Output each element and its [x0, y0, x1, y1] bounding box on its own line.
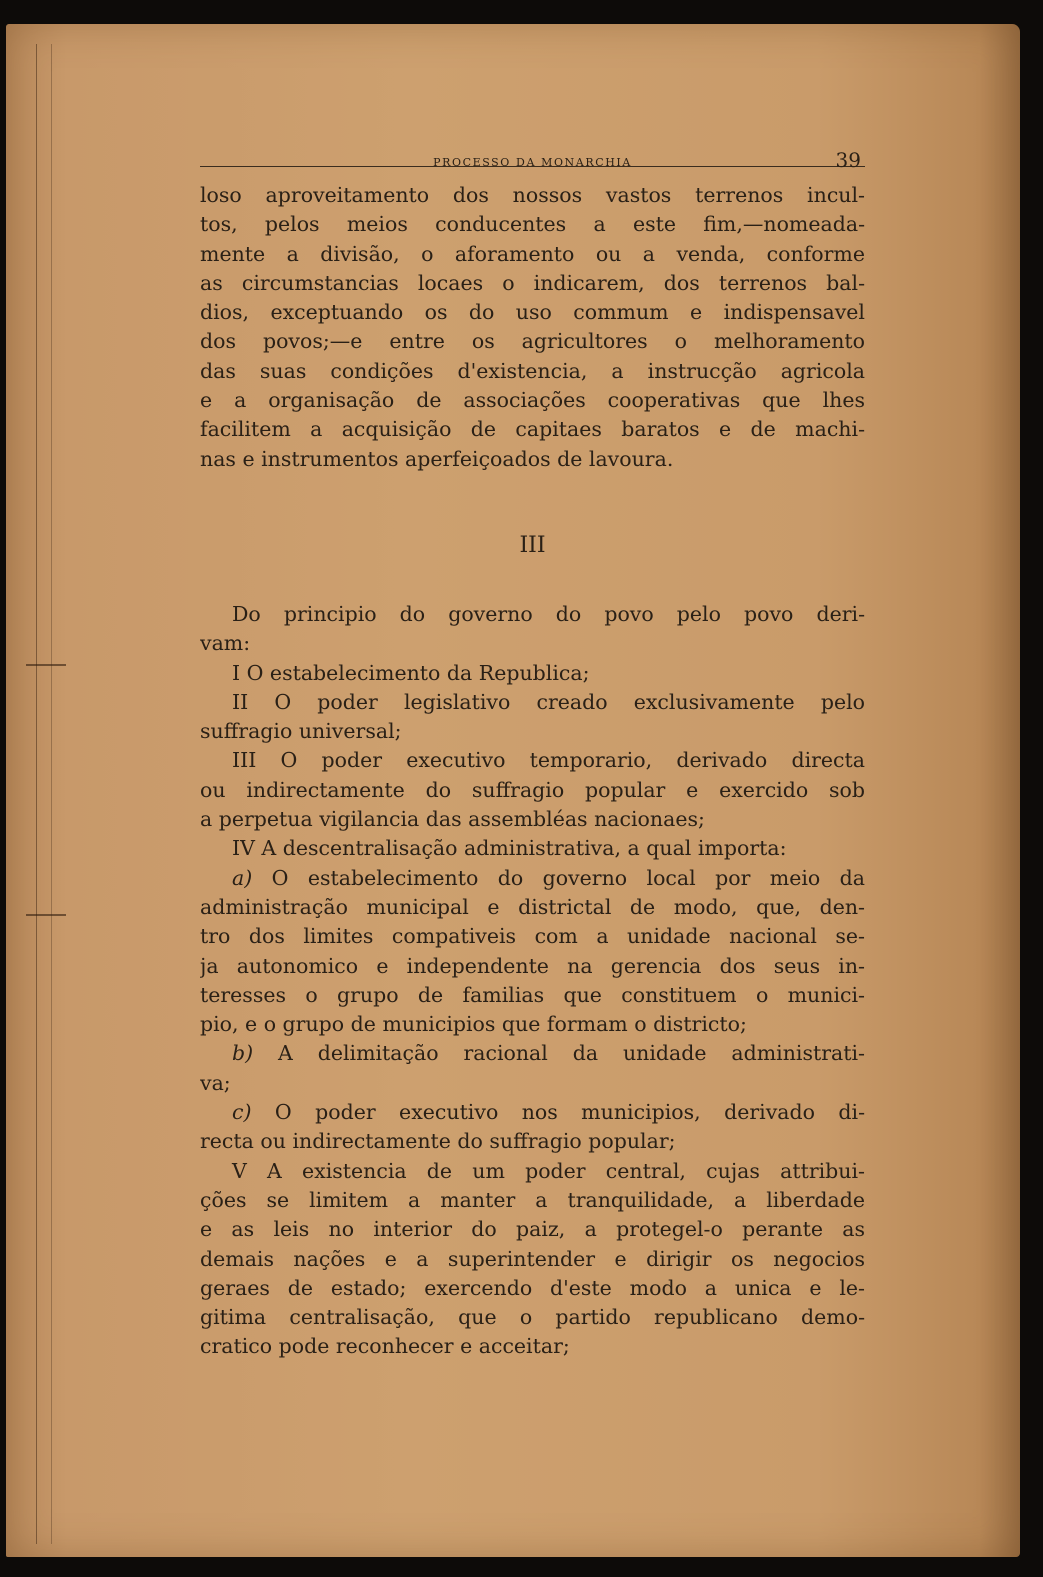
line-text: suffragio universal;	[200, 719, 402, 744]
line-text: III O poder executivo temporario, derivado directa	[232, 748, 865, 773]
line-text: administração municipal e districtal de modo, que, den-	[200, 894, 865, 919]
item-label: c)	[232, 1100, 252, 1125]
page-number: 39	[835, 148, 861, 172]
item-label: a)	[232, 865, 253, 890]
text-line	[200, 1010, 865, 1039]
text-line	[200, 1069, 865, 1098]
spine-mark	[26, 664, 66, 666]
line-text: gitima centralisação, que o partido republicano demo-	[200, 1305, 865, 1330]
text-line: tos, pelos meios conducentes a este fim,—nomeada-	[200, 212, 865, 237]
text-line	[200, 776, 865, 805]
spine-mark	[26, 914, 66, 916]
text-line	[200, 1332, 865, 1361]
line-text: ja autonomico e independente na gerencia dos seus in-	[200, 953, 865, 978]
text-line	[200, 1186, 865, 1215]
line-text: geraes de estado; exercendo d'este modo a unica e le-	[200, 1275, 865, 1300]
text-line	[200, 893, 865, 922]
line-text: ou indirectamente do suffragio popular e exercido sob	[200, 777, 865, 802]
line-text: teresses o grupo de familias que constituem o munici-	[200, 982, 865, 1007]
text-line	[200, 805, 865, 834]
line-text: A delimitação racional da unidade administrati-	[253, 1041, 865, 1066]
text-line	[200, 600, 865, 629]
line-text: IV A descentralisação administrativa, a qual importa:	[232, 836, 787, 861]
line-text: O estabelecimento do governo local por meio da	[252, 865, 865, 890]
line-text: I O estabelecimento da Republica;	[232, 660, 590, 685]
text-line: dos povos;—e entre os agricultores o melhoramento	[200, 329, 865, 354]
line-text: recta ou indirectamente do suffragio popular;	[200, 1129, 676, 1154]
text-line	[200, 1127, 865, 1156]
text-line: dios, exceptuando os do uso commum e indispensavel	[200, 300, 865, 325]
line-text: vam:	[200, 631, 251, 656]
line-text: V A existencia de um poder central, cujas attribui-	[232, 1158, 865, 1183]
text-line	[200, 981, 865, 1010]
line-text: tro dos limites compativeis com a unidade nacional se-	[200, 924, 865, 949]
text-line	[200, 1245, 865, 1274]
text-line	[200, 1215, 865, 1244]
line-text: demais nações e a superintender e dirigir os negocios	[200, 1246, 865, 1271]
text-line	[200, 834, 865, 863]
text-line: mente a divisão, o aforamento ou a venda, conforme	[200, 241, 865, 266]
line-text: II O poder legislativo creado exclusivamente pelo	[232, 689, 865, 714]
text-line	[200, 1098, 865, 1127]
text-line	[200, 922, 865, 951]
line-text: O poder executivo nos municipios, derivado di-	[251, 1100, 865, 1125]
text-line	[200, 1274, 865, 1303]
text-line: as circumstancias locaes o indicarem, dos terrenos bal-	[200, 270, 865, 295]
text-line	[200, 659, 865, 688]
item-label: b)	[232, 1041, 254, 1066]
text-block	[200, 130, 865, 1362]
running-title: PROCESSO DA MONARCHIA	[433, 156, 632, 169]
body-text	[200, 600, 865, 1362]
text-line	[200, 629, 865, 658]
line-text: e as leis no interior do paiz, a protegel-o perante as	[200, 1217, 865, 1242]
text-line	[200, 1303, 865, 1332]
text-line: nas e instrumentos aperfeiçoados de lavoura.	[200, 446, 674, 471]
text-line	[200, 717, 865, 746]
text-line: das suas condições d'existencia, a instrucção agricola	[200, 358, 865, 383]
line-text: ções se limitem a manter a tranquilidade, a liberdade	[200, 1187, 865, 1212]
text-line	[200, 746, 865, 775]
text-line	[200, 952, 865, 981]
page-spine-edge	[36, 44, 52, 1544]
section-heading: III	[519, 532, 546, 558]
line-text: Do principio do governo do povo pelo povo deri-	[232, 601, 865, 626]
text-line: facilitem a acquisição de capitaes baratos e de machi-	[200, 417, 865, 442]
line-text: cratico pode reconhecer e acceitar;	[200, 1334, 570, 1359]
line-text: a perpetua vigilancia das assembléas nacionaes;	[200, 807, 705, 832]
text-line	[200, 1157, 865, 1186]
text-line: e a organisação de associações cooperativas que lhes	[200, 388, 865, 413]
line-text: va;	[200, 1070, 231, 1095]
text-line	[200, 864, 865, 893]
running-head	[200, 130, 865, 172]
line-text: pio, e o grupo de municipios que formam o districto;	[200, 1012, 747, 1037]
text-line	[200, 1039, 865, 1068]
paragraph-1	[200, 181, 865, 474]
text-line	[200, 688, 865, 717]
text-line: loso aproveitamento dos nossos vastos terrenos incul-	[200, 183, 865, 207]
